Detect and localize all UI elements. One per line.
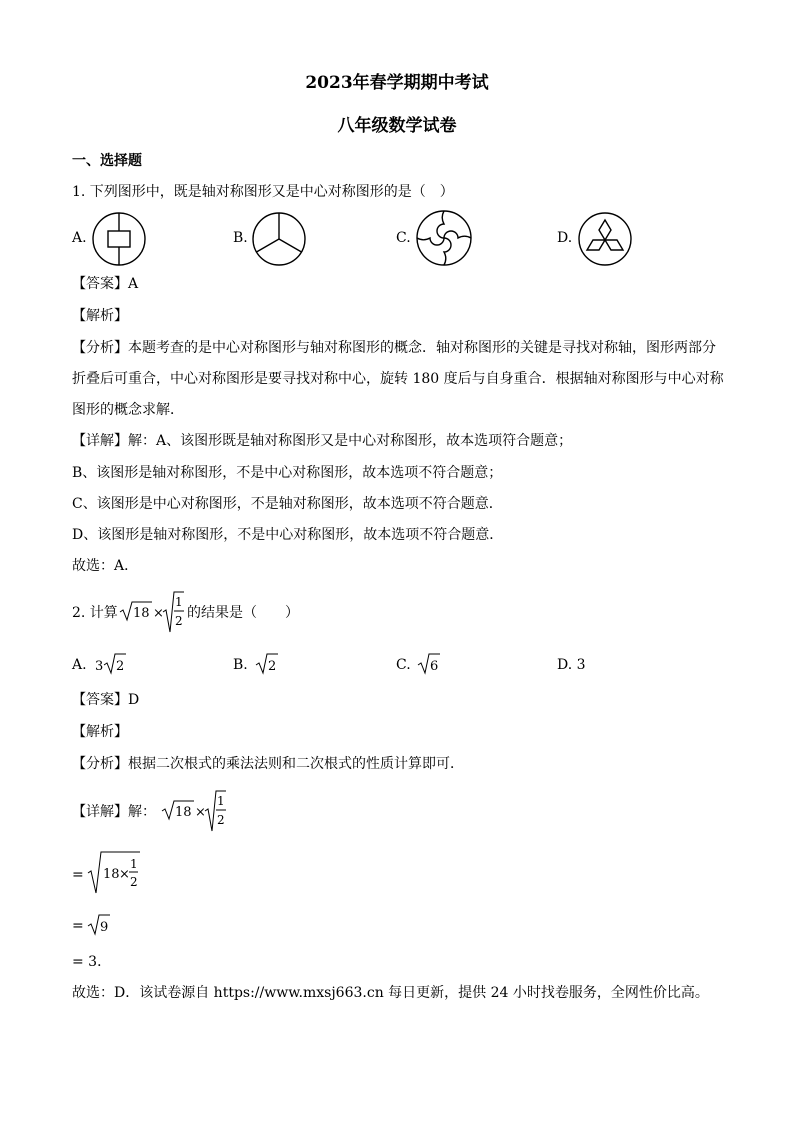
q2-stem-numerator: 1 [175,595,183,609]
q2-option-b-label: B. [233,657,248,673]
q1-option-b-figure [250,210,308,268]
q1-option-a-label: A. [72,230,87,246]
q1-option-d-label: D. [557,230,573,246]
q2-option-a-coef: 3 [95,659,104,674]
q2-option-c-label: C. [396,657,411,673]
q1-detail-line-3: C、该图形是中心对称图形，不是轴对称图形，故本选项不符合题意． [72,496,503,512]
q2-stem-times: × [153,606,164,621]
q1-detail-line-1: 【详解】解：A、该图形既是轴对称图形又是中心对称图形，故本选项符合题意； [72,433,573,449]
q2-detail-numerator: 1 [217,794,225,808]
q2-stem-suffix: 的结果是（ ） [187,605,299,621]
q1-option-c-figure [414,208,474,268]
q1-option-b-label: B. [233,230,248,246]
q1-analysis-line-1: 【分析】本题考查的是中心对称图形与轴对称图形的概念．轴对称图形的关键是寻找对称轴，图形两部分 [72,340,716,356]
q1-analysis-line-2: 折叠后可重合，中心对称图形是要寻找对称中心，旋转 180 度后与自身重合．根据轴对称图形与中心对称 [72,371,724,387]
exam-title: 2023年春学期期中考试 [305,73,489,93]
q2-option-a-value [94,650,128,676]
q2-final-line: 故选：D．该试卷源自 https://www.mxsj663.cn 每日更新，提供 24 小时找卷服务，全网性价比高。 [72,985,709,1001]
q2-option-b-value [254,650,280,676]
q2-step2-equals: = [72,918,84,934]
q2-step2-expression [86,911,112,937]
q2-stem-prefix: 2. 计算 [72,605,118,621]
exam-subtitle: 八年级数学试卷 [337,116,457,136]
q2-step1-numerator: 1 [130,857,138,871]
q1-option-a-figure [90,210,148,268]
q2-stem-expression [118,590,188,634]
q2-detail-18: 18 [175,805,192,820]
q2-option-d: D. 3 [557,657,586,673]
q1-answer: 【答案】A [72,276,139,292]
q2-option-a-label: A. [72,657,87,673]
q1-option-c-label: C. [396,230,411,246]
q2-detail-expression [160,789,230,833]
q1-detail-line-2: B、该图形是轴对称图形，不是中心对称图形，故本选项不符合题意； [72,465,503,481]
q2-step3: = 3． [72,954,112,970]
q2-option-c-radicand: 6 [430,659,439,674]
q2-option-a-radicand: 2 [116,659,125,674]
q2-step1-denominator: 2 [130,875,138,889]
q2-detail-times: × [195,805,206,820]
q2-detail-prefix: 【详解】解： [72,804,156,820]
q1-jiexi-label: 【解析】 [72,308,128,324]
q2-detail-denominator: 2 [217,813,225,827]
q2-stem-denominator: 2 [175,614,183,628]
q1-detail-line-5: 故选：A． [72,558,139,574]
q1-option-d-figure [576,210,634,268]
q2-analysis: 【分析】根据二次根式的乘法法则和二次根式的性质计算即可． [72,756,464,772]
q1-analysis-line-3: 图形的概念求解． [72,402,184,418]
q2-answer: 【答案】D [72,692,140,708]
q1-detail-line-4: D、该图形是轴对称图形，不是中心对称图形，故本选项不符合题意． [72,527,504,543]
q2-option-b-radicand: 2 [268,659,277,674]
section-heading: 一、选择题 [72,153,142,169]
q2-stem-18: 18 [133,606,150,621]
q1-stem: 1. 下列图形中，既是轴对称图形又是中心对称图形的是（ ） [72,184,454,200]
q2-step1-equals: = [72,867,84,883]
q2-step1-expression [86,849,142,895]
q2-option-c-value [416,650,442,676]
q2-jiexi-label: 【解析】 [72,724,128,740]
q2-step1-times: × [119,867,130,882]
q2-step2-radicand: 9 [100,920,109,935]
q2-step1-18: 18 [103,867,120,882]
